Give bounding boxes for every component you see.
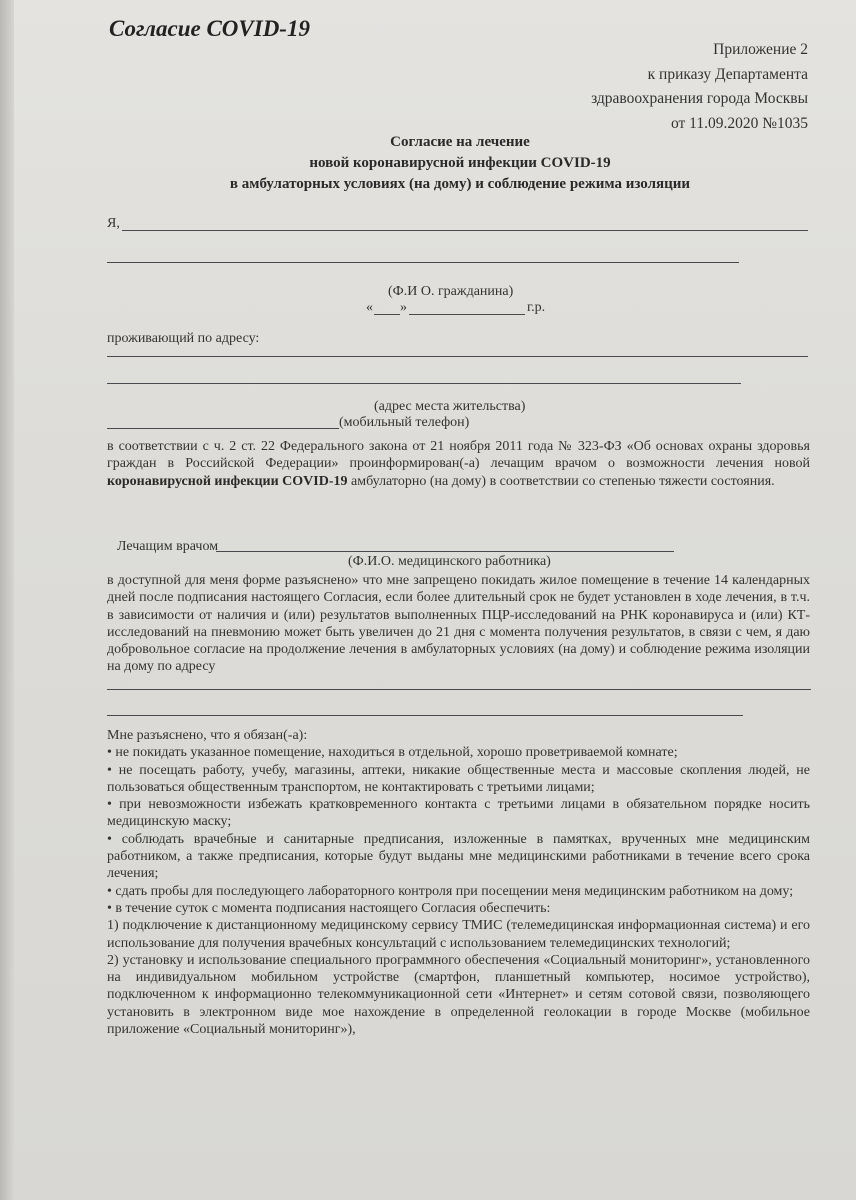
document-title [110, 132, 810, 195]
address-field-line-1[interactable] [107, 356, 808, 357]
annex-line: Приложение 2 [713, 41, 808, 58]
annex-line: здравоохранения города Москвы [591, 90, 808, 107]
isolation-address-line-1[interactable] [107, 689, 811, 690]
annex-line: от 11.09.2020 №1035 [670, 114, 808, 132]
i-prefix: Я, [107, 216, 120, 231]
title-line: новой коронавирусной инфекции COVID-19 [309, 155, 611, 171]
handwritten-style-header: Согласие COVID-19 [109, 16, 310, 41]
obligation-item: • сдать пробы для последующего лабораторного контроля при посещении меня медицинским работником на дому; [107, 883, 794, 899]
birth-year-field[interactable] [409, 314, 525, 315]
phone-field[interactable] [107, 428, 339, 429]
address-caption: (адрес места жительства) [374, 399, 526, 414]
date-close-quote: » [400, 300, 407, 315]
fio-field-line-2[interactable] [107, 262, 739, 263]
isolation-address-line-2[interactable] [107, 715, 743, 716]
obligation-item: • соблюдать врачебные и санитарные предписания, изложенные в памятках, врученных мне медицинским работником, а также предписания, которые будут выданы мне медицинскими работниками в течение всего срока лечения; [107, 831, 810, 882]
fio-field-line-1[interactable] [122, 230, 808, 231]
fio-caption: (Ф.И О. гражданина) [388, 284, 514, 299]
doctor-label: Лечащим врачом [117, 539, 219, 554]
year-suffix: г.р. [527, 300, 546, 315]
obligation-item: • не покидать указанное помещение, находиться в отдельной, хорошо проветриваемой комнате; [107, 745, 678, 761]
page-fold-shadow [0, 0, 14, 1200]
obligation-item: • при невозможности избежать кратковременного контакта с третьими лицами в обязательном порядке носить медицинскую маску; [107, 797, 810, 830]
doctor-caption: (Ф.И.О. медицинского работника) [348, 554, 551, 569]
obligations-section [107, 727, 810, 1038]
obligation-item: • не посещать работу, учебу, магазины, аптеки, никакие общественные места и массовые скопления людей, не пользоваться общественным транспортом, не контактировать с третьими лицами; [107, 762, 810, 795]
birth-day-field[interactable] [374, 314, 400, 315]
obligation-item: 1) подключение к дистанционному медицинскому сервису ТМИС (телемедицинская информационная система) и его использование для получения врачебных консультаций с использованием телемедицинских технологий; [107, 918, 810, 951]
date-open-quote: « [366, 300, 373, 315]
address-field-line-2[interactable] [107, 383, 741, 384]
phone-caption: (мобильный телефон) [339, 415, 470, 430]
title-line: в амбулаторных условиях (на дому) и соблюдение режима изоляции [229, 176, 691, 192]
consent-paragraph-2: в доступной для меня форме разъяснено» что мне запрещено покидать жилое помещение в течение 14 календарных дней после подписания настоящего Согласия, если более длительный срок не будет установлен в ходе лечения, в т.ч. в зависимости от наличия и (или) результатов выполненных ПЦР-исследований на РНК коронавируса и (или) КТ-исследований на пневмонию может быть увеличен до 21 дня с момента получения результатов, в связи с чем, я даю добровольное согласие на продолжение лечения в амбулаторных условиях (на дому) и соблюдение режима изоляции на дому по адресу [107, 573, 810, 675]
obligations-intro: Мне разъяснено, что я обязан(-а): [107, 728, 308, 743]
obligation-item: • в течение суток с момента подписания настоящего Согласия обеспечить: [107, 900, 551, 916]
address-label: проживающий по адресу: [107, 331, 260, 346]
doctor-name-field[interactable] [216, 551, 674, 552]
annex-line: к приказу Департамента [647, 65, 808, 83]
title-line: Согласие на лечение [390, 134, 530, 150]
consent-paragraph-1: в соответствии с ч. 2 ст. 22 Федерального закона от 21 ноября 2011 года № 323-ФЗ «Об основах охраны здоровья граждан в Российской Федерации» проинформирован(-а) лечащим врачом о возможности лечения новой коронавирусной инфекции COVID-19 амбулаторно (на дому) в соответствии со степенью тяжести состояния. [107, 439, 810, 489]
annex-reference [591, 38, 808, 136]
obligation-item: 2) установку и использование специального программного обеспечения «Социальный мониторинг», установленного на индивидуальном мобильном устройстве (смартфон, планшетный компьютер, носимое устройство), подключенном к информационно телекоммуникационной сети «Интернет» и сетям сотовой связи, позволяющего установить в электронном виде мое нахождение в определенной геолокации в городе Москве (мобильное приложение «Социальный мониторинг»), [107, 952, 810, 1038]
